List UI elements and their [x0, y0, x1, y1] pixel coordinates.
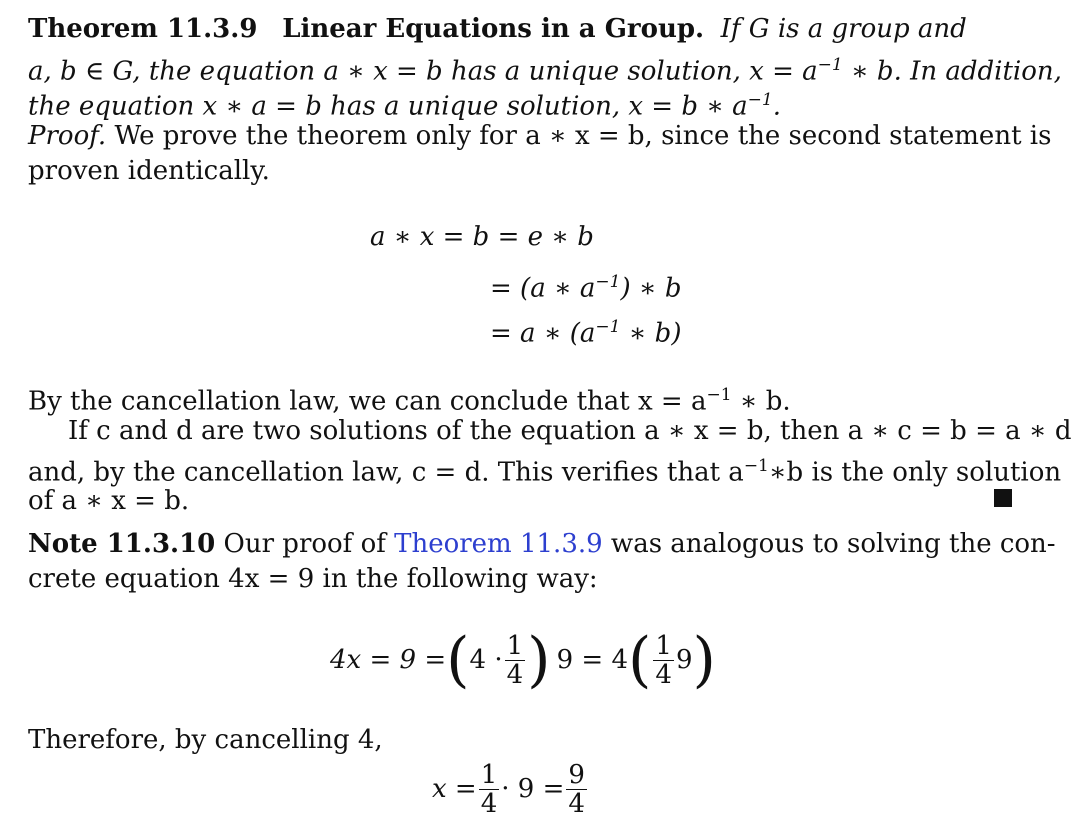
- para2-line-2: [28, 451, 1061, 488]
- therefore-text: Therefore, by cancelling 4,: [28, 725, 383, 755]
- theorem-text-2: a, b ∈ G, the equation a ∗ x = b has a unique solution, x = a: [28, 56, 818, 87]
- align-eq-2-pre: = (a ∗ a: [490, 273, 596, 304]
- final-frac-1-den: 4: [480, 788, 498, 819]
- proof-text-1: We prove the theorem only for a ∗ x = b, since the second statement is: [114, 121, 1052, 151]
- therefore-line: [28, 725, 383, 755]
- frac-2-num: 1: [655, 630, 672, 661]
- note-text-1-post: was analogous to solving the con-: [602, 529, 1056, 559]
- theorem-text-3-end: .: [772, 91, 781, 122]
- align-eq-2-post: ) ∗ b: [620, 273, 682, 304]
- note-line-1: [28, 529, 1056, 559]
- note-text-1-pre: Our proof of: [223, 529, 395, 559]
- para2-text-3: of a ∗ x = b.: [28, 486, 190, 516]
- left-paren: (: [446, 625, 470, 695]
- note-display-eq: [330, 620, 716, 700]
- final-frac-1: [479, 761, 500, 818]
- align-eq-1-text: a ∗ x = b = e ∗ b: [370, 222, 594, 252]
- note-eq-four: 4 ·: [469, 645, 503, 675]
- para2-text-1: If c and d are two solutions of the equation a ∗ x = b, then a ∗ c = b = a ∗ d: [68, 416, 1072, 446]
- cancel-text-end: ∗ b.: [731, 386, 791, 417]
- align-eq-3-post: ∗ b): [620, 318, 682, 349]
- frac-1-den: 4: [506, 659, 524, 690]
- final-dot: · 9 =: [501, 774, 565, 804]
- note-number: Note 11.3.10: [28, 529, 216, 559]
- theorem-line-2: [28, 50, 1062, 87]
- qed-square-icon: [994, 489, 1012, 507]
- proof-label: Proof.: [28, 121, 107, 151]
- para2-line-1: [68, 416, 1072, 446]
- theorem-text-2-end: ∗ b. In addition,: [842, 56, 1062, 87]
- note-eq-pre: 4x = 9 =: [330, 645, 447, 675]
- final-frac-1-num: 1: [480, 759, 498, 790]
- right-paren: ): [527, 625, 551, 695]
- note-line-2: [28, 564, 598, 594]
- cancel-line: [28, 380, 791, 417]
- align-eq-3-pre: = a ∗ (a: [490, 318, 596, 349]
- note-eq-nine: 9: [675, 645, 693, 675]
- theorem-sup-3: −1: [747, 90, 773, 110]
- final-frac-2-num: 9: [568, 759, 585, 790]
- align-eq-3: [490, 312, 681, 349]
- cancel-text: By the cancellation law, we can conclude that x = a: [28, 386, 707, 417]
- final-eq: [432, 754, 589, 824]
- left-paren-2: (: [628, 625, 652, 695]
- para2-line-3: [28, 486, 189, 516]
- align-eq-1: [370, 222, 594, 252]
- final-frac-2: [566, 761, 587, 818]
- frac-1-num: 1: [506, 630, 524, 661]
- frac-2-den: 4: [655, 659, 672, 690]
- theorem-title: Linear Equations in a Group.: [282, 14, 705, 44]
- note-eq-frac-1: [505, 632, 526, 689]
- note-eq-frac-2: [653, 632, 674, 689]
- theorem-sup-2: −1: [817, 55, 843, 75]
- theorem-text-3: the equation x ∗ a = b has a unique solution, x = b ∗ a: [28, 91, 748, 122]
- para2-text-2: and, by the cancellation law, c = d. This verifies that a: [28, 457, 744, 488]
- para2-sup: −1: [743, 456, 769, 476]
- theorem-text-1: If G is a group and: [720, 14, 967, 44]
- proof-text-2: proven identically.: [28, 156, 270, 186]
- para2-text-2-end: ∗b is the only solution: [768, 457, 1062, 488]
- theorem-line-3: [28, 85, 781, 122]
- note-text-2: crete equation 4x = 9 in the following way:: [28, 564, 598, 594]
- note-eq-mid: 9 = 4: [556, 645, 628, 675]
- align-eq-2-sup: −1: [595, 272, 621, 292]
- proof-line-2: [28, 156, 270, 186]
- cancel-sup: −1: [706, 385, 732, 405]
- align-eq-3-sup: −1: [595, 317, 621, 337]
- final-x: x =: [432, 774, 477, 804]
- right-paren-2: ): [692, 625, 716, 695]
- final-frac-2-den: 4: [568, 788, 585, 819]
- align-eq-2: [490, 267, 681, 304]
- theorem-link[interactable]: Theorem 11.3.9: [394, 529, 603, 559]
- proof-line-1: [28, 121, 1051, 151]
- theorem-line-1: [28, 14, 967, 44]
- theorem-number: Theorem 11.3.9: [28, 14, 258, 44]
